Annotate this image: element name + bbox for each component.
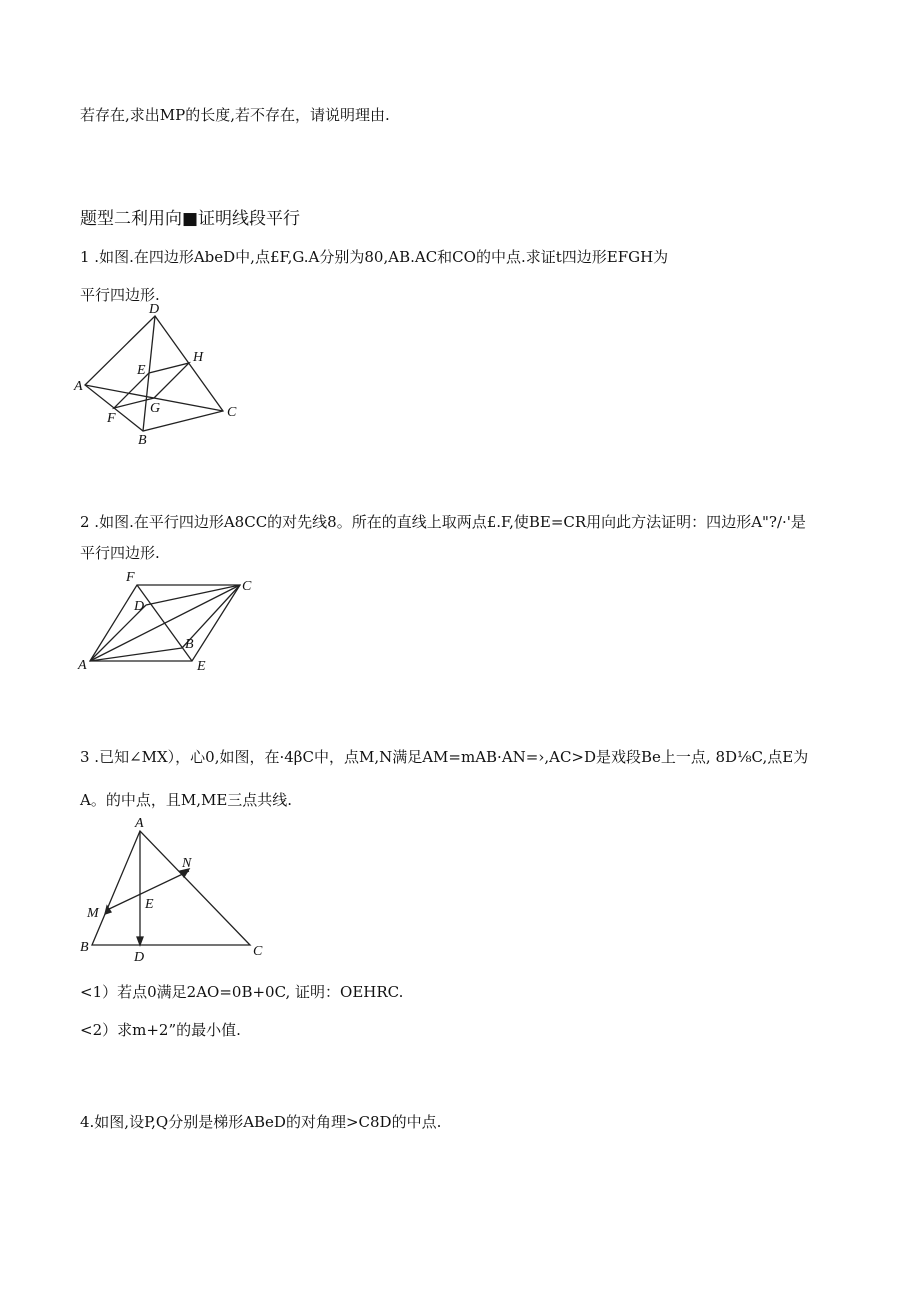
label-b: B <box>185 637 194 652</box>
figure-parallelogram <box>70 566 270 676</box>
problem-3-part-1: <1）若点0满足2AO=0B+0C, 证明：OEHRC. <box>80 983 404 1001</box>
problem-3-text: 3 .已知∠MX），心0,如图，在·4βC中，点M,N满足AM=mAB·AN=›,AC>D是戏段Be上一点, 8D⅛C,点E为 <box>80 748 809 766</box>
label-a: A <box>74 379 83 394</box>
problem-3-text-cont: A。的中点，且M,ME三点共线. <box>80 791 293 809</box>
label-b: B <box>138 433 147 448</box>
label-d: D <box>134 599 145 614</box>
problem-3-part-2: <2）求m+2”的最小值. <box>80 1021 241 1039</box>
figure-triangle-abc <box>78 813 278 965</box>
label-m: M <box>87 906 99 921</box>
problem-1-text-cont: 平行四边形. <box>80 286 160 304</box>
label-b: B <box>80 940 89 955</box>
problem-1-text: 1 .如图.在四边形AbeD中,点£F,G.A分别为80,AB.AC和CO的中点.求证t四边形EFGH为 <box>80 248 669 266</box>
problem-2-text-cont: 平行四边形. <box>80 544 160 562</box>
label-g: G <box>150 401 161 416</box>
problem-4-text: 4.如图,设P,Q分别是梯形ABeD的对角理>C8D的中点. <box>80 1113 442 1131</box>
arrow-m <box>105 906 111 914</box>
label-c: C <box>227 405 237 420</box>
label-f: F <box>126 570 135 585</box>
label-e: E <box>197 659 206 674</box>
label-e: E <box>145 897 154 912</box>
triangle-abc <box>92 831 250 945</box>
label-c: C <box>242 579 252 594</box>
label-d: D <box>149 302 160 317</box>
label-a: A <box>135 816 144 831</box>
label-d: D <box>134 950 145 965</box>
label-h: H <box>193 350 204 365</box>
label-f: F <box>107 411 116 426</box>
text-line-existence: 若存在,求出MP的长度,若不存在，请说明理由. <box>80 106 390 124</box>
label-a: A <box>78 658 87 673</box>
label-e: E <box>137 363 146 378</box>
problem-2-text: 2 .如图.在平行四边形A8CC的对先线8。所在的直线上取两点£.F,使BE=CR用向此方法证明：四边形A"?/·'是 <box>80 513 806 531</box>
segment-dc <box>146 585 240 605</box>
figure-quadrilateral-efgh <box>70 298 250 448</box>
arrow-d <box>137 937 143 945</box>
label-c: C <box>253 944 263 959</box>
label-n: N <box>182 856 192 871</box>
section-heading: 题型二利用向■证明线段平行 <box>80 209 301 229</box>
